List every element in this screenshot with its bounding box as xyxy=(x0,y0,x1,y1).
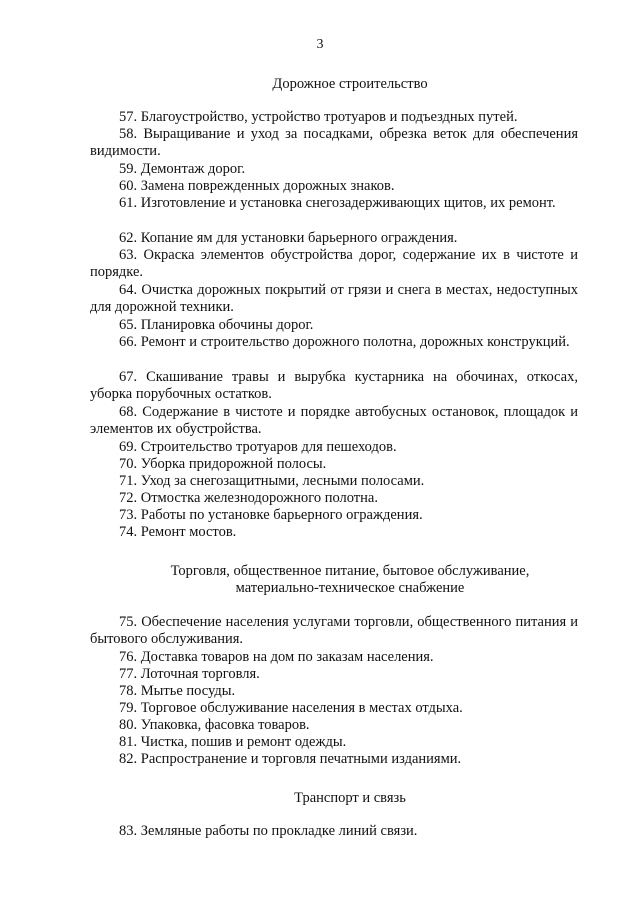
list-item-59: 59. Демонтаж дорог. xyxy=(119,161,246,177)
list-item-82: 82. Распространение и торговля печатными изданиями. xyxy=(119,751,462,767)
list-item-72: 72. Отмостка железнодорожного полотна. xyxy=(119,490,378,506)
list-item-70: 70. Уборка придорожной полосы. xyxy=(119,456,327,472)
list-item-78: 78. Мытье посуды. xyxy=(119,683,236,699)
section-title-trade-line-1: Торговля, общественное питание, бытовое обслуживание, xyxy=(170,563,530,579)
page-number: 3 xyxy=(316,37,324,52)
list-item-71: 71. Уход за снегозащитными, лесными полосами. xyxy=(119,473,425,489)
list-item-57: 57. Благоустройство, устройство тротуаров и подъездных путей. xyxy=(119,109,518,125)
list-item-62: 62. Копание ям для установки барьерного ограждения. xyxy=(119,230,458,246)
list-item-58: 58. Выращивание и уход за посадками, обрезка веток для обеспечения видимости. xyxy=(90,126,578,160)
list-item-80: 80. Упаковка, фасовка товаров. xyxy=(119,717,310,733)
section-title-transport: Транспорт и связь xyxy=(294,790,406,806)
list-item-73: 73. Работы по установке барьерного ограждения. xyxy=(119,507,423,523)
list-item-64: 64. Очистка дорожных покрытий от грязи и снега в местах, недоступных для дорожной техники. xyxy=(90,282,578,316)
list-item-66: 66. Ремонт и строительство дорожного полотна, дорожных конструкций. xyxy=(119,334,570,350)
list-item-65: 65. Планировка обочины дорог. xyxy=(119,317,314,333)
section-title-road-construction: Дорожное строительство xyxy=(272,76,428,92)
list-item-79: 79. Торговое обслуживание населения в местах отдыха. xyxy=(119,700,463,716)
list-item-68: 68. Содержание в чистоте и порядке автобусных остановок, площадок и элементов их обустройства. xyxy=(90,404,578,438)
list-item-61: 61. Изготовление и установка снегозадерживающих щитов, их ремонт. xyxy=(119,195,556,211)
list-item-75: 75. Обеспечение населения услугами торговли, общественного питания и бытового обслуживания. xyxy=(90,614,578,648)
section-title-trade-line-2: материально-техническое снабжение xyxy=(235,580,465,596)
list-item-76: 76. Доставка товаров на дом по заказам населения. xyxy=(119,649,434,665)
list-item-74: 74. Ремонт мостов. xyxy=(119,524,237,540)
list-item-77: 77. Лоточная торговля. xyxy=(119,666,260,682)
list-item-67: 67. Скашивание травы и вырубка кустарника на обочинах, откосах, уборка порубочных остатков. xyxy=(90,369,578,403)
list-item-81: 81. Чистка, пошив и ремонт одежды. xyxy=(119,734,347,750)
list-item-69: 69. Строительство тротуаров для пешеходов. xyxy=(119,439,397,455)
list-item-83: 83. Земляные работы по прокладке линий связи. xyxy=(119,823,418,839)
list-item-63: 63. Окраска элементов обустройства дорог, содержание их в чистоте и порядке. xyxy=(90,247,578,281)
list-item-60: 60. Замена поврежденных дорожных знаков. xyxy=(119,178,395,194)
